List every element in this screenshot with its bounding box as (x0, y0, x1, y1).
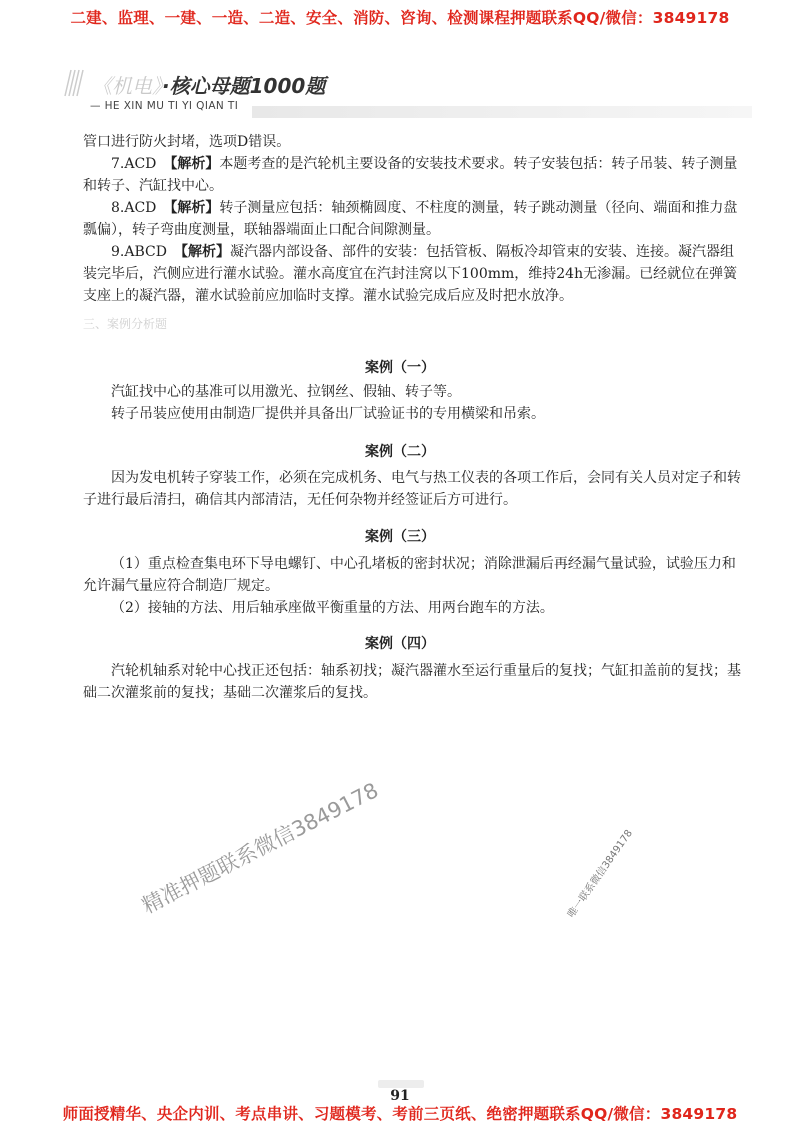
case-3-line-1: （1）重点检查集电环下导电螺钉、中心孔堵板的密封状况；消除泄漏后再经漏气量试验，试验压力和允许漏气量应符合制造厂规定。 (83, 556, 736, 594)
case-1-line-1: 汽缸找中心的基准可以用激光、拉钢丝、假轴、转子等。 (111, 384, 461, 400)
promo-banner-top: 二建、监理、一建、一造、二造、安全、消防、咨询、检测课程押题联系QQ/微信：3849178 (70, 9, 730, 27)
header-subtitle: — HE XIN MU TI YI QIAN TI (90, 100, 239, 112)
page-header (62, 62, 752, 122)
header-title (92, 70, 325, 99)
answer-9 (83, 241, 743, 307)
answer-8 (83, 197, 743, 241)
case-1-line-2: 转子吊装应使用由制造厂提供并具备出厂试验证书的专用横梁和吊索。 (111, 406, 545, 422)
answer-7-tag: 【解析】 (170, 156, 220, 172)
promo-banner-bottom: 师面授精华、央企内训、考点串讲、习题模考、考前三页纸、绝密押题联系QQ/微信：3849178 (62, 1105, 738, 1123)
answer-8-label: 8.ACD (111, 200, 157, 216)
answer-9-text: 凝汽器内部设备、部件的安装：包括管板、隔板冷却管束的安装、连接。凝汽器组装完毕后，汽侧应进行灌水试验。灌水高度宜在汽封洼窝以下100mm，维持24h无渗漏。已经就位在弹簧支座上的凝汽器，灌水试验前应加临时支撑。灌水试验完成后应及时把水放净。 (83, 244, 738, 304)
page-number: 91 (390, 1088, 410, 1104)
case-1-title: 案例（一） (365, 360, 435, 376)
case-2-title: 案例（二） (365, 444, 435, 460)
answer-7-text: 本题考查的是汽轮机主要设备的安装技术要求。转子安装包括：转子吊装、转子测量和转子、汽缸找中心。 (83, 156, 738, 194)
case-2-line-1: 因为发电机转子穿装工作，必须在完成机务、电气与热工仪表的各项工作后，会同有关人员对定子和转子进行最后清扫，确信其内部清洁，无任何杂物并经签证后方可进行。 (83, 470, 741, 508)
case-3-title: 案例（三） (365, 529, 435, 545)
answer-continuation: 管口进行防火封堵，选项D错误。 (83, 134, 291, 150)
answer-8-text: 转子测量应包括：轴颈椭圆度、不柱度的测量，转子跳动测量（径向、端面和推力盘瓢偏），转子弯曲度测量，联轴器端面止口配合间隙测量。 (83, 200, 738, 238)
answer-9-tag: 【解析】 (180, 244, 230, 260)
page-number-tab (378, 1080, 424, 1088)
answer-7-label: 7.ACD (111, 156, 157, 172)
answer-9-label: 9.ABCD (111, 244, 167, 260)
watermark-small: 唯一联系微信3849178 (565, 828, 635, 920)
header-title-subject: 《机电》 (92, 74, 162, 98)
answer-8-tag: 【解析】 (170, 200, 220, 216)
case-4-title: 案例（四） (365, 636, 435, 652)
header-title-dot: · (162, 74, 170, 98)
case-4-line-1: 汽轮机轴系对轮中心找正还包括：轴系初找；凝汽器灌水至运行重量后的复找；气缸扣盖前的复找；基础二次灌浆前的复找；基础二次灌浆后的复找。 (83, 663, 741, 701)
header-stripes-icon (62, 68, 84, 98)
header-title-main: 核心母题1000题 (169, 74, 326, 98)
header-rule (252, 106, 752, 118)
section-heading: 三、案例分析题 (83, 317, 168, 331)
answer-7 (83, 153, 743, 197)
case-3-line-2: （2）接轴的方法、用后轴承座做平衡重量的方法、用两台跑车的方法。 (111, 600, 554, 616)
watermark-large: 精准押题联系微信3849178 (138, 778, 383, 919)
